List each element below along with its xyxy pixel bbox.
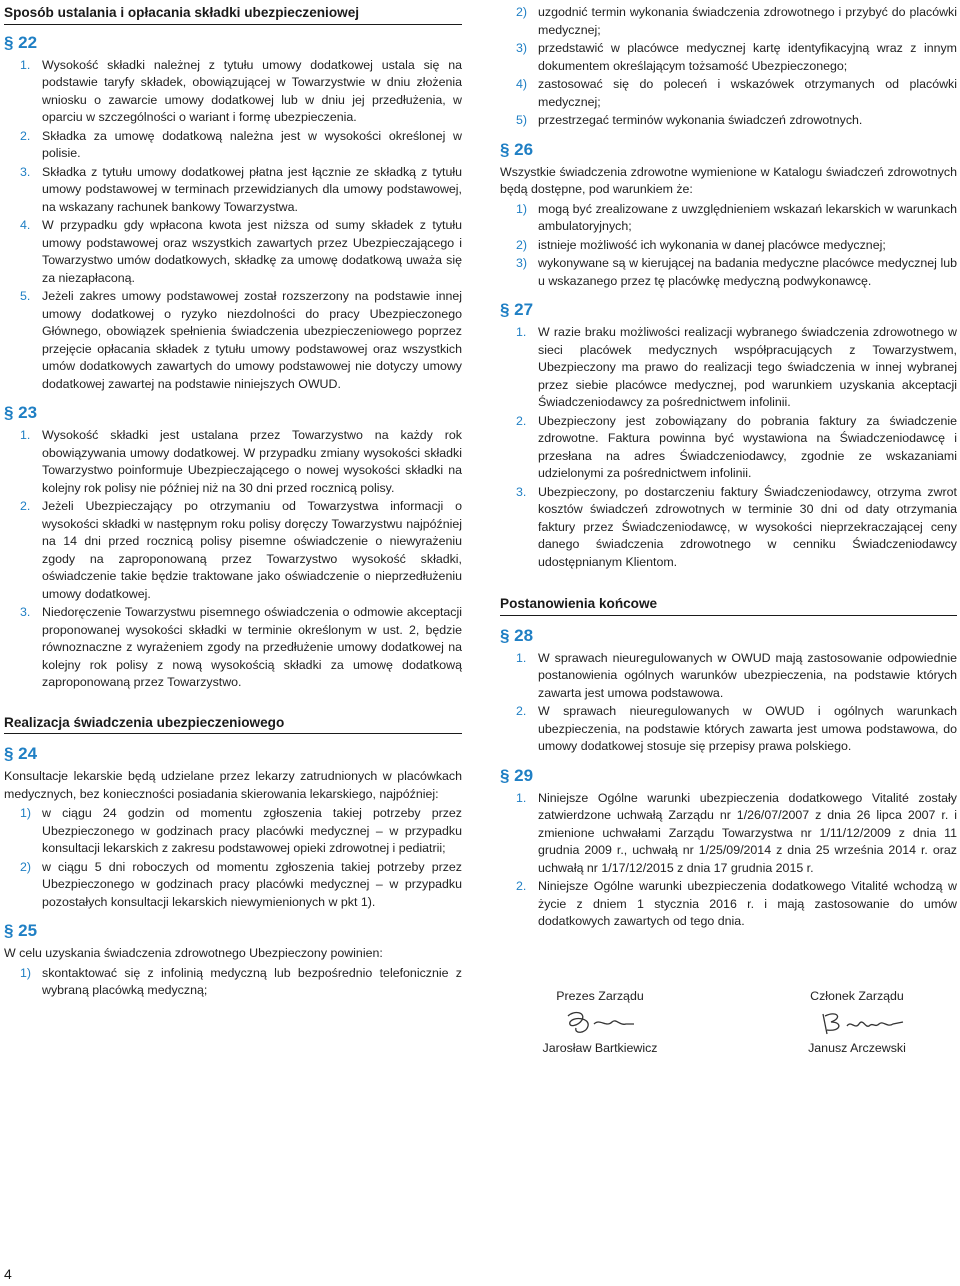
paragraph-26-intro: Wszystkie świadczenia zdrowotne wymienione w Katalogu świadczeń zdrowotnych będą dostępne, pod warunkiem że: [500, 164, 957, 196]
list-item: 1) mogą być zrealizowane z uwzględnieniem wskazań lekarskich w warunkach ambulatoryjnych; [516, 201, 957, 233]
signature-name: Janusz Arczewski [808, 1040, 906, 1055]
list-item: 3. Ubezpieczony, po dostarczeniu faktury Świadczeniodawcy, otrzyma zwrot kosztów świadczeń zdrowotnych w terminie 30 dni od daty otrzymania faktury przez Świadczeniodawcę, w wysokości nieprzekraczającej ceny danego świadczenia zdrowotnego w cenniku Świadczeniodawcy udostępnianym Klientom. [516, 484, 957, 569]
section-title-realization: Realizacja świadczenia ubezpieczeniowego [4, 714, 462, 735]
paragraph-26-list [500, 201, 957, 291]
section-title-final-provisions: Postanowienia końcowe [500, 595, 957, 616]
list-item: 5) przestrzegać terminów wykonania świadczeń zdrowotnych. [516, 113, 863, 127]
list-item: 2. W sprawach nieuregulowanych w OWUD i ogólnych warunkach ubezpieczenia, na podstawie których zawarta jest umowa podstawowa, do umowy dodatkowej stosuje się przepisy prawa polskiego. [516, 704, 957, 753]
paragraph-25-heading: § 25 [4, 921, 38, 940]
list-item: 2. Jeżeli Ubezpieczający po otrzymaniu od Towarzystwa informacji o wysokości składki w następnym roku polisy doręczy Towarzystwu najpóźniej na 14 dni przed rocznicą polisy pisemne oświadczenie o niewyrażeniu zgody na zaproponowaną przez Towarzystwo wysokość składki, oświadczenie takie będzie traktowane jako oświadczenie o nieprzedłużeniu umowy dodatkowej. [20, 499, 462, 601]
signature-board-member [757, 988, 957, 1057]
paragraph-24-list [4, 805, 462, 911]
paragraph-29-list [500, 790, 957, 931]
left-column [4, 4, 462, 1001]
paragraph-25-list [4, 965, 462, 1000]
signature-role: Członek Zarządu [810, 989, 904, 1003]
list-item: 2. Składka za umowę dodatkową należna jest w wysokości określonej w polisie. [20, 128, 462, 160]
list-item: 2. Niniejsze Ogólne warunki ubezpieczenia dodatkowego Vitalité wchodzą w życie z dniem 1 stycznia 2016 r. i mają zastosowanie do umów dodatkowych zawartych od tego dnia. [516, 879, 957, 928]
list-item: 4. W przypadku gdy wpłacona kwota jest niższa od sumy składek z tytułu umowy podstawowej oraz wszystkich zawartych przez Ubezpieczającego i Towarzystwo umów dodatkowych, składkę za umowę dodatkową uważa się za niezapłaconą. [20, 218, 462, 285]
list-item: 1) skontaktować się z infolinią medyczną lub bezpośrednio telefonicznie z wybraną placówką medyczną; [20, 965, 462, 997]
paragraph-25-continued-list [500, 4, 957, 130]
paragraph-22-heading: § 22 [4, 32, 38, 52]
list-item: 3) wykonywane są w kierującej na badania medyczne placówce medycznej lub u wskazanego przez tę placówkę medyczną podwykonawcę. [516, 256, 957, 288]
paragraph-27-list [500, 324, 957, 571]
section-title-premium: Sposób ustalania i opłacania składki ubezpieczeniowej [4, 4, 462, 25]
list-item: 1. Wysokość składki jest ustalana przez Towarzystwo na każdy rok obowiązywania umowy dodatkowej. W przypadku zmiany wysokości składki Towarzystwo poinformuje Ubezpieczającego o nowej wysokości składki na kolejny rok polisy nie później niż na 30 dni przed rocznicą polisy. [20, 428, 462, 495]
list-item: 1. Niniejsze Ogólne warunki ubezpieczenia dodatkowego Vitalité zostały zatwierdzone uchwałą Zarządu nr 1/26/07/2007 z dnia 26 lipca 2007 r. i zmienione uchwałami Zarządu Towarzystwa nr 1/11/12/2009 z dnia 11 grudnia 2009 r., uchwałą nr 1/25/09/2014 z dnia 25 września 2014 r. oraz uchwałą nr 1/17/12/2015 z dnia 17 grudnia 2015 r. [516, 790, 957, 875]
list-item: 3. Niedoręczenie Towarzystwu pisemnego oświadczenia o odmowie akceptacji proponowanej wysokości składki w terminie określonym w ust. 2, będzie równoznaczne z wyrażeniem zgody na przedłużenie umowy dodatkowej na kolejny rok polisy z nową wysokością składki za umowę dodatkową zaproponowaną przez Towarzystwo. [20, 605, 462, 689]
list-item: 1. W sprawach nieuregulowanych w OWUD mają zastosowanie odpowiednie postanowienia ogólnych warunków ubezpieczenia, na podstawie których zawarta jest umowa podstawowa. [516, 650, 957, 700]
paragraph-26-heading: § 26 [500, 139, 534, 159]
paragraph-24-intro: Konsultacje lekarskie będą udzielane przez lekarzy zatrudnionych w placówkach medycznych, bez konieczności posiadania skierowania lekarskiego, najpóźniej: [4, 769, 462, 801]
handwritten-signature-icon [560, 1006, 640, 1040]
list-item: 2) istnieje możliwość ich wykonania w danej placówce medycznej; [516, 237, 886, 252]
list-item: 1) w ciągu 24 godzin od momentu zgłoszenia takiej potrzeby przez Ubezpieczonego w godzinach pracy placówki medycznej – w przypadku konsultacji lekarskich z zakresu podstawowej opieki zdrowotnej i pediatrii; [20, 806, 462, 855]
paragraph-23-heading: § 23 [4, 403, 38, 422]
list-item: 4) zastosować się do poleceń i wskazówek otrzymanych od placówki medycznej; [516, 77, 957, 109]
paragraph-24-heading: § 24 [4, 744, 38, 763]
list-item: 3. Składka z tytułu umowy dodatkowej płatna jest łącznie ze składką z tytułu umowy podstawowej w terminach przewidzianych dla umowy podstawowej, na wskazany rachunek bankowy Towarzystwa. [20, 164, 462, 214]
signature-role: Prezes Zarządu [556, 989, 644, 1003]
list-item: 2. Ubezpieczony jest zobowiązany do pobrania faktury za świadczenie zdrowotne. Faktura powinna być wystawiona na Świadczeniodawcę i przesłana na adres Świadczeniodawcy, zgodnie ze wskazaniami udzielonymi za pośrednictwem infolinii. [516, 413, 957, 480]
handwritten-signature-icon [817, 1006, 907, 1040]
paragraph-28-list [500, 650, 957, 756]
right-column [500, 4, 957, 932]
list-item: 2) w ciągu 5 dni roboczych od momentu zgłoszenia takiej potrzeby przez Ubezpieczonego w godzinach pracy placówki medycznej – w przypadku pozostałych konsultacji lekarskich niewymienionych w pkt 1). [20, 859, 462, 909]
signature-president [500, 988, 700, 1057]
paragraph-28-heading: § 28 [500, 625, 534, 645]
list-item: 1. W razie braku możliwości realizacji wybranego świadczenia zdrowotnego w sieci placówek medycznych współpracujących z Towarzystwem, Ubezpieczony ma prawo do realizacji tego świadczenia w innej wybranej przez siebie placówce medycznej, pod warunkiem uzyskania akceptacji Świadczeniodawcy za pośrednictwem infolinii. [516, 325, 957, 409]
list-item: 2) uzgodnić termin wykonania świadczenia zdrowotnego i przybyć do placówki medycznej; [516, 5, 957, 37]
paragraph-22-list [4, 57, 462, 394]
list-item: 1. Wysokość składki należnej z tytułu umowy dodatkowej ustala się na podstawie taryfy składek, obowiązującej w Towarzystwie w dniu złożenia wniosku o zawarcie umowy dodatkowej lub w dniu jej przedłużenia, w oparciu w szczególności o wariant i formę ubezpieczenia. [20, 57, 462, 124]
page-number: 4 [4, 1266, 12, 1282]
list-item: 3) przedstawić w placówce medycznej kartę identyfikacyjną wraz z innym dokumentem określającym tożsamość Ubezpieczonego; [516, 41, 957, 73]
paragraph-23-list [4, 427, 462, 692]
paragraph-27-heading: § 27 [500, 300, 534, 319]
signature-name: Jarosław Bartkiewicz [542, 1040, 658, 1055]
signature-block [500, 988, 957, 1058]
paragraph-29-heading: § 29 [500, 765, 534, 785]
paragraph-25-intro: W celu uzyskania świadczenia zdrowotnego Ubezpieczony powinien: [4, 946, 383, 960]
list-item: 5. Jeżeli zakres umowy podstawowej został rozszerzony na podstawie innej umowy dodatkowej o ryzyko niezdolności do pracy Ubezpieczonego Głównego, obowiązek spełnienia świadczenia ubezpieczeniowego poprzez przejęcie opłacania składek z tytułu umowy podstawowej oraz wszystkich umów dodatkowych zawartych do umowy podstawowej nie dotyczy umowy dodatkowej zawartej na podstawie niniejszych OWUD. [20, 289, 462, 391]
